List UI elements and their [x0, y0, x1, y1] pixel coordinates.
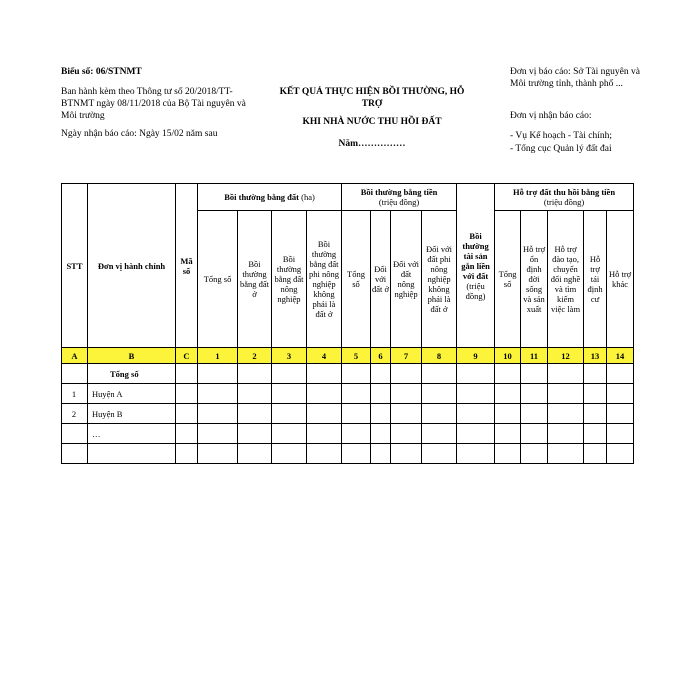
cell [422, 404, 457, 424]
cell [495, 424, 521, 444]
row-stt [62, 424, 88, 444]
cell [371, 364, 391, 384]
header-support-resettlement: Hỗ trợ tái định cư [584, 211, 607, 348]
cell [548, 444, 584, 464]
cell [307, 444, 342, 464]
index-cell: 8 [422, 348, 457, 364]
cell [272, 384, 307, 404]
row-unit [88, 444, 176, 464]
cell [272, 364, 307, 384]
cell [584, 384, 607, 404]
cell [607, 404, 634, 424]
header-money-agricultural: Đối với đất nông nghiệp [391, 211, 422, 348]
index-cell: 13 [584, 348, 607, 364]
cell [391, 384, 422, 404]
cell [238, 404, 272, 424]
issued-by-note: Ban hành kèm theo Thông tư số 20/2018/TT-BTNMT ngày 08/11/2018 của Bộ Tài nguyên và Môi trường [61, 87, 246, 121]
cell [176, 404, 198, 424]
header-money-total: Tổng số [342, 211, 371, 348]
cell [548, 384, 584, 404]
cell [391, 424, 422, 444]
cell [584, 364, 607, 384]
cell [422, 424, 457, 444]
cell [457, 424, 495, 444]
header-support-other: Hỗ trợ khác [607, 211, 634, 348]
form-number: Biểu số: 06/STNMT [61, 67, 142, 77]
receive-date: Ngày nhận báo cáo: Ngày 15/02 năm sau [61, 129, 218, 139]
receiver-1: - Vụ Kế hoạch - Tài chính; [510, 131, 613, 141]
cell [307, 424, 342, 444]
cell [607, 364, 634, 384]
cell [176, 384, 198, 404]
cell [176, 444, 198, 464]
cell [391, 364, 422, 384]
compensation-table [61, 183, 634, 464]
cell [584, 404, 607, 424]
header-support-total: Tổng số [495, 211, 521, 348]
header-assets: Bồi thường tài sản gắn liền với đất (triệu đồng) [457, 184, 495, 348]
header-support-training: Hỗ trợ đào tạo, chuyển đổi nghề và tìm kiếm việc làm [548, 211, 584, 348]
header-group-land: Bồi thường bằng đất (ha) [198, 184, 342, 211]
cell [371, 444, 391, 464]
cell [198, 364, 238, 384]
index-cell: 12 [548, 348, 584, 364]
cell [457, 404, 495, 424]
table-row-total [62, 364, 634, 384]
cell [548, 424, 584, 444]
cell [495, 364, 521, 384]
header-land-nonagricultural: Bồi thường bằng đất phi nông nghiệp không phải là đất ở [307, 211, 342, 348]
header-land-residential: Bồi thường bằng đất ở [238, 211, 272, 348]
index-cell: 2 [238, 348, 272, 364]
cell [584, 444, 607, 464]
index-cell: 1 [198, 348, 238, 364]
cell [198, 384, 238, 404]
cell [521, 364, 548, 384]
cell [521, 444, 548, 464]
cell [238, 364, 272, 384]
cell [198, 444, 238, 464]
table-row [62, 384, 634, 404]
header-money-residential: Đối với đất ở [371, 211, 391, 348]
row-unit: Huyện A [88, 384, 176, 404]
header-group-support: Hỗ trợ đất thu hồi bằng tiền (triệu đồng) [495, 184, 634, 211]
cell [422, 384, 457, 404]
header-support-livelihood: Hỗ trợ ổn định đời sống và sản xuất [521, 211, 548, 348]
cell [521, 384, 548, 404]
column-index-row [62, 348, 634, 364]
cell [495, 444, 521, 464]
cell [342, 384, 371, 404]
cell [521, 424, 548, 444]
cell [272, 424, 307, 444]
row-stt: 1 [62, 384, 88, 404]
cell [371, 424, 391, 444]
cell [422, 444, 457, 464]
row-unit: Tổng số [88, 364, 176, 384]
row-unit: Huyện B [88, 404, 176, 424]
cell [176, 424, 198, 444]
header-unit: Đơn vị hành chính [88, 184, 176, 348]
index-cell: 4 [307, 348, 342, 364]
cell [342, 364, 371, 384]
index-cell: B [88, 348, 176, 364]
cell [391, 404, 422, 424]
index-cell: 11 [521, 348, 548, 364]
cell [238, 444, 272, 464]
row-stt: 2 [62, 404, 88, 424]
cell [198, 404, 238, 424]
cell [272, 444, 307, 464]
cell [607, 384, 634, 404]
report-title: KẾT QUẢ THỰC HIỆN BỒI THƯỜNG, HỖ TRỢ [279, 87, 465, 109]
cell [391, 444, 422, 464]
cell [548, 404, 584, 424]
cell [307, 404, 342, 424]
receiver-2: - Tổng cục Quản lý đất đai [510, 144, 612, 154]
header-land-agricultural: Bồi thường bằng đất nông nghiệp [272, 211, 307, 348]
cell [238, 424, 272, 444]
cell [307, 384, 342, 404]
index-cell: 5 [342, 348, 371, 364]
header-land-total: Tổng số [198, 211, 238, 348]
index-cell: 10 [495, 348, 521, 364]
cell [307, 364, 342, 384]
cell [495, 404, 521, 424]
cell [422, 364, 457, 384]
cell [548, 364, 584, 384]
cell [457, 444, 495, 464]
cell [198, 424, 238, 444]
cell [238, 384, 272, 404]
cell [584, 424, 607, 444]
header-money-nonagricultural: Đối với đất phi nông nghiệp không phải là đất ở [422, 211, 457, 348]
header-group-money: Bồi thường bằng tiền (triệu đồng) [342, 184, 457, 211]
cell [607, 444, 634, 464]
cell [521, 404, 548, 424]
cell [371, 404, 391, 424]
cell [342, 404, 371, 424]
index-cell: A [62, 348, 88, 364]
reporting-unit: Đơn vị báo cáo: Sở Tài nguyên và Môi trường tỉnh, thành phố ... [510, 67, 640, 89]
index-cell: 14 [607, 348, 634, 364]
row-stt [62, 364, 88, 384]
cell [176, 364, 198, 384]
report-year: Năm…………… [338, 139, 406, 149]
cell [607, 424, 634, 444]
header-code: Mã số [176, 184, 198, 348]
cell [342, 424, 371, 444]
table-row [62, 444, 634, 464]
cell [371, 384, 391, 404]
index-cell: 6 [371, 348, 391, 364]
table-row [62, 404, 634, 424]
report-subtitle: KHI NHÀ NƯỚC THU HỒI ĐẤT [302, 117, 442, 127]
row-unit: … [88, 424, 176, 444]
cell [272, 404, 307, 424]
index-cell: 3 [272, 348, 307, 364]
index-cell: 9 [457, 348, 495, 364]
cell [342, 444, 371, 464]
cell [457, 384, 495, 404]
receiving-unit-label: Đơn vị nhận báo cáo: [510, 111, 592, 121]
header-stt: STT [62, 184, 88, 348]
index-cell: 7 [391, 348, 422, 364]
table-row [62, 424, 634, 444]
cell [495, 384, 521, 404]
row-stt [62, 444, 88, 464]
cell [457, 364, 495, 384]
index-cell: C [176, 348, 198, 364]
